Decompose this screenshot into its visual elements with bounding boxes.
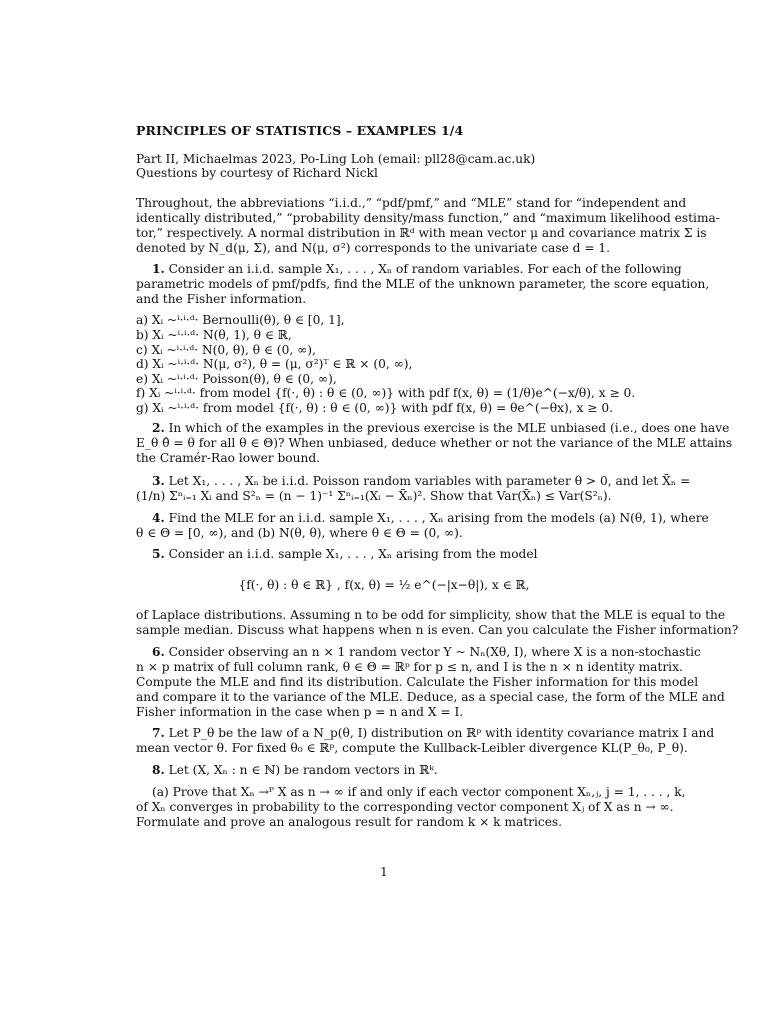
q6-line-1: Consider observing an n × 1 random vector Y ~ Nₙ(Xθ, I), where X is a non-stochastic [168, 645, 701, 659]
q6-line-2: n × p matrix of full column rank, θ ∈ Θ = ℝᵖ for p ≤ n, and I is the n × n identity matrix. [136, 660, 683, 674]
q7-line-1: Let P_θ be the law of a N_p(θ, I) distribution on ℝᵖ with identity covariance matrix I and [168, 726, 715, 740]
q4-line-1: Find the MLE for an i.i.d. sample X₁, . . . , Xₙ arising from the models (a) N(θ, 1), where [168, 511, 709, 525]
q1-line-1: Consider an i.i.d. sample X₁, . . . , Xₙ of random variables. For each of the following [168, 262, 682, 276]
q5-display-equation: {f(·, θ) : θ ∈ ℝ} , f(x, θ) = ½ e^(−|x−θ|), x ∈ ℝ, [238, 578, 530, 592]
q7-line-2: mean vector θ. For fixed θ₀ ∈ ℝᵖ, compute the Kullback-Leibler divergence KL(P_θ₀, P_θ). [136, 741, 688, 755]
q6-line-4: and compare it to the variance of the MLE. Deduce, as a special case, the form of the MLE and [136, 690, 725, 704]
q1-item-b: b) Xᵢ ~ⁱ·ⁱ·ᵈ· N(θ, 1), θ ∈ ℝ, [136, 328, 292, 342]
header-line-1: Part II, Michaelmas 2023, Po-Ling Loh (email: pll28@cam.ac.uk) [136, 152, 536, 166]
q2-line-1: In which of the examples in the previous exercise is the MLE unbiased (i.e., does one have [168, 421, 730, 435]
q1-number: 1. [152, 262, 165, 276]
q2-number: 2. [152, 421, 165, 435]
q3-line-2: (1/n) Σⁿᵢ₌₁ Xᵢ and S²ₙ = (n − 1)⁻¹ Σⁿᵢ₌₁(Xᵢ − X̄ₙ)². Show that Var(X̄ₙ) ≤ Var(S²ₙ). [136, 489, 612, 503]
q1-item-f: f) Xᵢ ~ⁱ·ⁱ·ᵈ· from model {f(·, θ) : θ ∈ (0, ∞)} with pdf f(x, θ) = (1/θ)e^(−x/θ), x ≥ 0. [136, 386, 636, 400]
q5-number: 5. [152, 547, 165, 561]
q8-number: 8. [152, 763, 165, 777]
q2-line-3: the Cramér-Rao lower bound. [136, 451, 320, 465]
q8-part-a-line-1: (a) Prove that Xₙ →ᴾ X as n → ∞ if and only if each vector component Xₙ,ⱼ, j = 1, . . . , k, [152, 785, 686, 799]
q1-item-d: d) Xᵢ ~ⁱ·ⁱ·ᵈ· N(μ, σ²), θ = (μ, σ²)ᵀ ∈ ℝ × (0, ∞), [136, 357, 413, 371]
q4-number: 4. [152, 511, 165, 525]
q3-line-1: Let X₁, . . . , Xₙ be i.i.d. Poisson random variables with parameter θ > 0, and let X̄ₙ = [168, 474, 691, 488]
header-line-2: Questions by courtesy of Richard Nickl [136, 166, 378, 180]
q4-line-2: θ ∈ Θ = [0, ∞), and (b) N(θ, θ), where θ ∈ Θ = (0, ∞). [136, 526, 463, 540]
q2-line-2: E_θ θ̂ = θ for all θ ∈ Θ)? When unbiased, deduce whether or not the variance of the MLE attains [136, 436, 733, 450]
intro-line-3: tor,” respectively. A normal distribution in ℝᵈ with mean vector μ and covariance matrix Σ is [136, 226, 707, 240]
intro-line-4: denoted by N_d(μ, Σ), and N(μ, σ²) corresponds to the univariate case d = 1. [136, 241, 611, 255]
q5-after-line-1: of Laplace distributions. Assuming n to be odd for simplicity, show that the MLE is equal to the [136, 608, 726, 622]
q1-item-g: g) Xᵢ ~ⁱ·ⁱ·ᵈ· from model {f(·, θ) : θ ∈ (0, ∞)} with pdf f(x, θ) = θe^(−θx), x ≥ 0. [136, 401, 613, 415]
q5-after-line-2: sample median. Discuss what happens when n is even. Can you calculate the Fisher information? [136, 623, 739, 637]
q3-number: 3. [152, 474, 165, 488]
q8-part-a-line-3: Formulate and prove an analogous result for random k × k matrices. [136, 815, 563, 829]
q1-line-3: and the Fisher information. [136, 292, 307, 306]
page-number: 1 [380, 865, 388, 879]
q5-line-1: Consider an i.i.d. sample X₁, . . . , Xₙ arising from the model [168, 547, 538, 561]
q6-line-3: Compute the MLE and find its distribution. Calculate the Fisher information for this model [136, 675, 699, 689]
q1-item-c: c) Xᵢ ~ⁱ·ⁱ·ᵈ· N(0, θ), θ ∈ (0, ∞), [136, 343, 316, 357]
q6-number: 6. [152, 645, 165, 659]
q8-line-1: Let (X, Xₙ : n ∈ ℕ) be random vectors in ℝᵏ. [168, 763, 438, 777]
page-title: PRINCIPLES OF STATISTICS – EXAMPLES 1/4 [136, 123, 464, 138]
q6-line-5: Fisher information in the case when p = n and X = I. [136, 705, 464, 719]
intro-line-2: identically distributed,” “probability density/mass function,” and “maximum likelihood estima- [136, 211, 720, 225]
q1-line-2: parametric models of pmf/pdfs, find the MLE of the unknown parameter, the score equation, [136, 277, 710, 291]
q7-number: 7. [152, 726, 165, 740]
q1-item-a: a) Xᵢ ~ⁱ·ⁱ·ᵈ· Bernoulli(θ), θ ∈ [0, 1], [136, 313, 345, 327]
q8-part-a-line-2: of Xₙ converges in probability to the corresponding vector component Xⱼ of X as n → ∞. [136, 800, 674, 814]
q1-item-e: e) Xᵢ ~ⁱ·ⁱ·ᵈ· Poisson(θ), θ ∈ (0, ∞), [136, 372, 337, 386]
intro-line-1: Throughout, the abbreviations “i.i.d.,” “pdf/pmf,” and “MLE” stand for “independent and [136, 196, 687, 210]
